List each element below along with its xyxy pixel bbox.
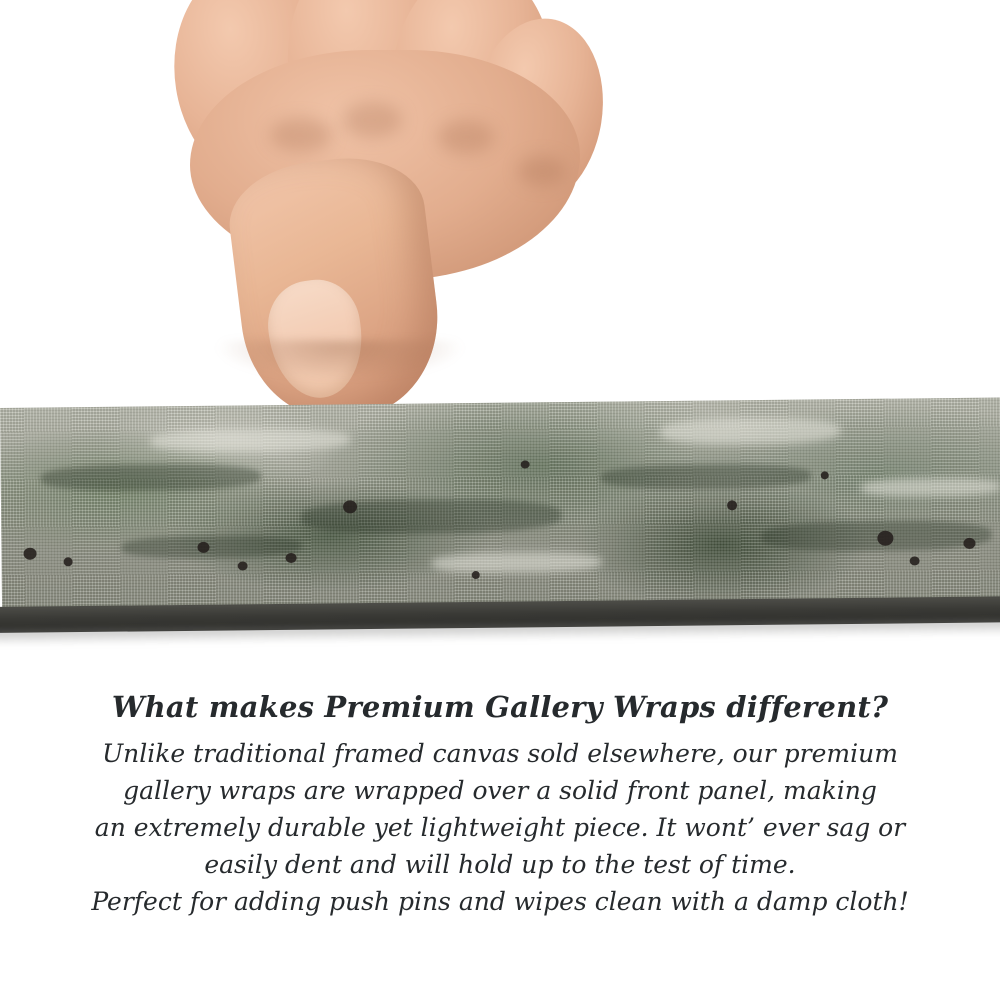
caption-heading: What makes Premium Gallery Wraps different? <box>111 690 889 724</box>
caption-line: easily dent and will hold up to the test of time. <box>204 849 796 879</box>
paint-streak <box>761 520 991 552</box>
paint-highlight <box>660 417 840 445</box>
paint-speck <box>963 538 975 549</box>
hand-illustration <box>120 0 600 430</box>
paint-speck <box>521 460 530 468</box>
paint-streak <box>601 464 811 490</box>
knuckle-shadow <box>518 156 566 186</box>
paint-streak <box>121 535 301 559</box>
caption-line: an extremely durable yet lightweight piece. It wont’ ever sag or <box>94 812 906 842</box>
knuckle-shadow <box>438 120 494 154</box>
paint-speck <box>877 531 893 546</box>
caption-line: gallery wraps are wrapped over a solid front panel, making <box>123 775 877 805</box>
finger-contact-shadow <box>215 340 465 380</box>
paint-speck <box>238 561 248 570</box>
paint-highlight <box>861 478 1000 497</box>
canvas-artwork-band <box>0 398 1000 620</box>
paint-highlight <box>150 428 350 452</box>
paint-highlight <box>432 552 602 574</box>
caption-line: Perfect for adding push pins and wipes clean with a damp cloth! <box>91 886 909 916</box>
paint-speck <box>727 500 737 510</box>
knuckle-shadow <box>342 102 402 138</box>
knuckle-shadow <box>270 118 332 152</box>
paint-speck <box>23 548 36 560</box>
paint-speck <box>821 471 829 479</box>
paint-speck <box>286 553 297 563</box>
caption-line: Unlike traditional framed canvas sold elsewhere, our premium <box>102 738 898 768</box>
paint-speck <box>472 571 480 579</box>
paint-speck <box>197 542 209 553</box>
paint-speck <box>64 557 73 566</box>
caption-block <box>0 690 1000 920</box>
paint-streak <box>41 463 261 491</box>
paint-speck <box>343 500 357 513</box>
paint-streak <box>301 498 561 535</box>
paint-speck <box>910 556 920 565</box>
